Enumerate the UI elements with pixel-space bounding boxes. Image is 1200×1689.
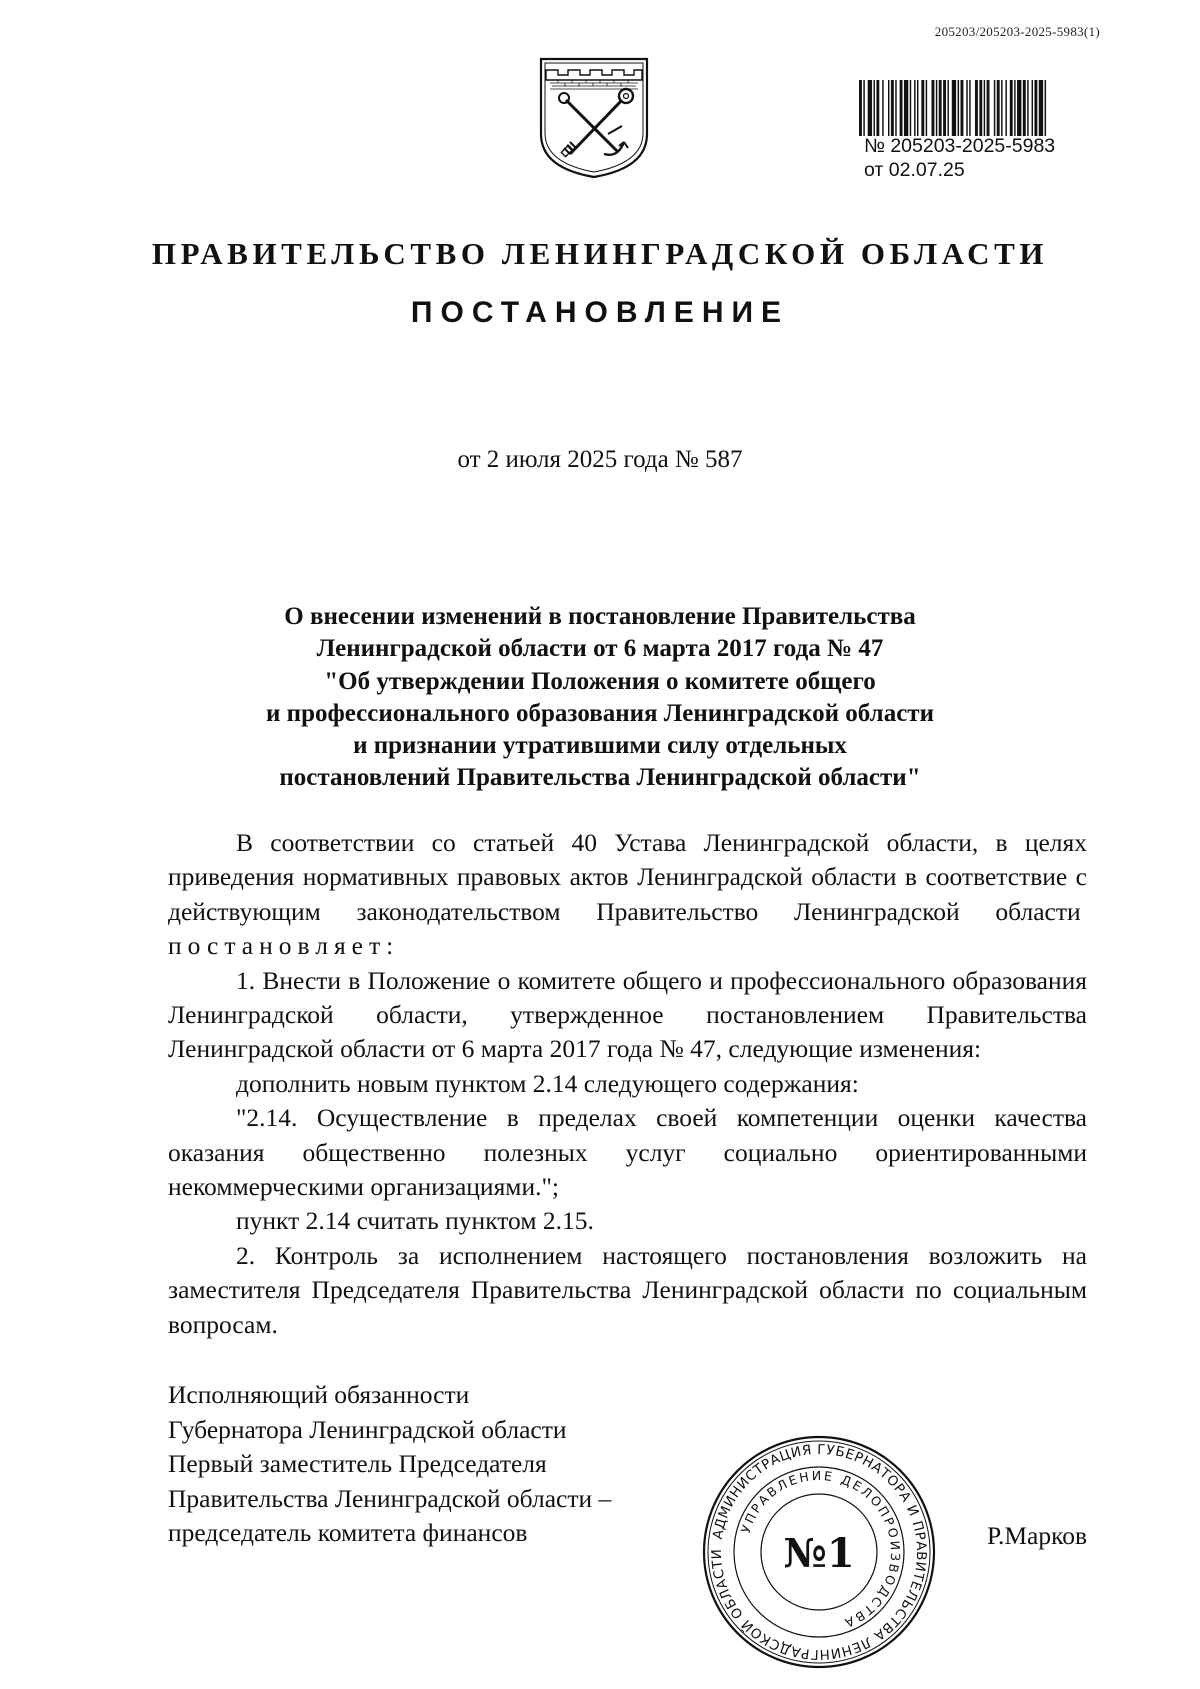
preamble-verb: постановляет:	[168, 931, 400, 961]
item-1-quote: "2.14. Осуществление в пределах своей компетенции оценки качества оказания общественно полезных услуг социально ориентированными некоммерческими организациями.";	[168, 1103, 1087, 1202]
registration-block	[864, 134, 1055, 182]
coat-of-arms-icon	[538, 56, 650, 180]
subject-line: постановлений Правительства Ленинградской области"	[279, 764, 921, 792]
seal-center-text: №1	[783, 1530, 855, 1577]
subject-line: и признании утратившими силу отдельных	[353, 732, 847, 760]
signer-name: Р.Марков	[987, 1521, 1087, 1550]
signature-position	[168, 1378, 611, 1551]
position-line: Губернатора Ленинградской области	[168, 1414, 567, 1444]
position-line: председатель комитета финансов	[168, 1518, 528, 1547]
item-1-addition: дополнить новым пунктом 2.14 следующего содержания:	[236, 1068, 859, 1098]
registration-number: № 205203-2025-5983	[864, 135, 1056, 157]
item-1-paragraph: 1. Внести в Положение о комитете общего и профессионального образования Ленинградской области, утвержденное постановлением Правительства Ленинградской области от 6 марта 2017 года № 47, следующие изменения:	[168, 965, 1087, 1064]
seal-inner-text: УПРАВЛЕНИЕ ДЕЛОПРОИЗВОДСТВА	[737, 1467, 904, 1632]
subject-line: Ленинградской области от 6 марта 2017 года № 47	[316, 635, 884, 663]
document-date-number: от 2 июля 2025 года № 587	[457, 446, 743, 473]
position-line: Первый заместитель Председателя	[168, 1449, 547, 1478]
document-subject	[168, 601, 1032, 795]
registration-date: от 02.07.25	[864, 159, 965, 181]
seal-outer-text: АДМИНИСТРАЦИЯ ГУБЕРНАТОРА И ПРАВИТЕЛЬСТВА ЛЕНИНГРАДСКОЙ ОБЛАСТИ	[708, 1441, 930, 1663]
subject-line: и профессионального образования Ленинградской области	[266, 699, 934, 727]
item-2-paragraph: 2. Контроль за исполнением настоящего постановления возложить на заместителя Председателя Правительства Ленинградской области по социальным вопросам.	[168, 1240, 1087, 1339]
document-reference: 205203/205203-2025-5983(1)	[934, 24, 1100, 39]
official-seal-icon	[700, 1433, 938, 1671]
document-type: ПОСТАНОВЛЕНИЕ	[410, 296, 790, 329]
preamble-text: В соответствии со статьей 40 Устава Ленинградской области, в целях приведения нормативных правовых актов Ленинградской области в соответствие с действующим законодательством Правительство Ленинградской области	[168, 828, 1087, 926]
document-body	[168, 826, 1087, 1342]
subject-line: "Об утверждении Положения о комитете общего	[324, 667, 876, 695]
item-1-renumber: пункт 2.14 считать пунктом 2.15.	[236, 1206, 594, 1236]
government-title: ПРАВИТЕЛЬСТВО ЛЕНИНГРАДСКОЙ ОБЛАСТИ	[151, 236, 1049, 271]
preamble-paragraph	[168, 826, 1087, 964]
barcode-icon	[857, 80, 1110, 136]
subject-line: О внесении изменений в постановление Правительства	[284, 603, 916, 630]
position-line: Исполняющий обязанности	[168, 1380, 470, 1409]
position-line: Правительства Ленинградской области –	[168, 1483, 612, 1513]
